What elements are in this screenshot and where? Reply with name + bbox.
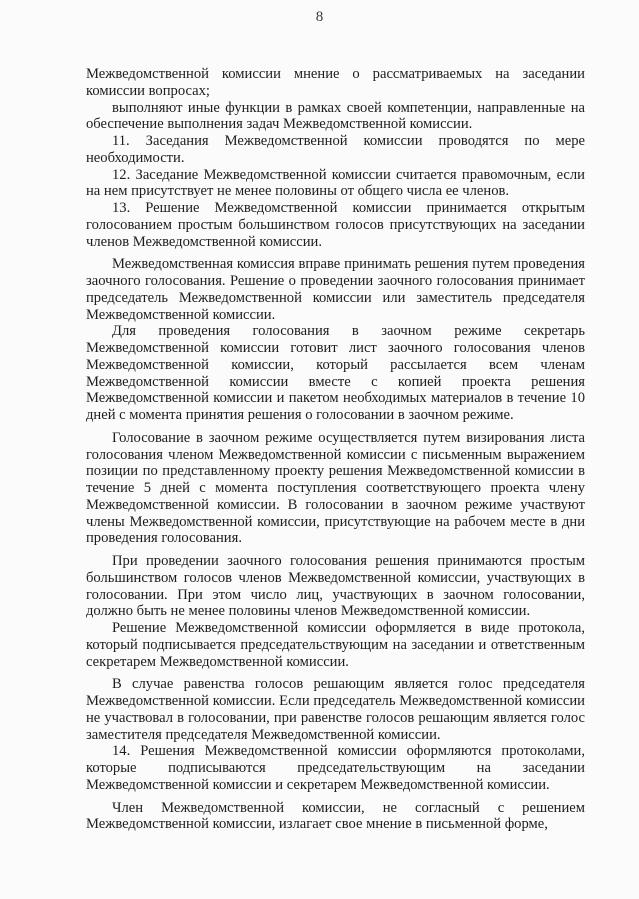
paragraph: Голосование в заочном режиме осуществляется путем визирования листа голосования членом Межведомственной комиссии с письменным выражением позиции по представленному проекту решения Межведомственной комиссии в течение 5 дней с момента поступления соответствующего проекта члену Межведомственной комиссии. В голосовании в заочном режиме участвуют члены Межведомственной комиссии, присутствующие на рабочем месте в дни проведения голосования. [86,429,585,547]
document-body [86,66,585,833]
paragraph: Для проведения голосования в заочном режиме секретарь Межведомственной комиссии готовит лист заочного голосования членов Межведомственной комиссии, который рассылается всем членам Межведомственной комиссии вместе с копией проекта решения Межведомственной комиссии и пакетом необходимых материалов в течение 10 дней с момента принятия решения о голосовании в заочном режиме. [86,323,585,423]
paragraph: Решение Межведомственной комиссии оформляется в виде протокола, который подписывается председательствующим на заседании и ответственным секретарем Межведомственной комиссии. [86,620,585,670]
paragraph: выполняют иные функции в рамках своей компетенции, направленные на обеспечение выполнения задач Межведомственной комиссии. [86,99,585,133]
paragraph: 14. Решения Межведомственной комиссии оформляются протоколами, которые подписываются председательствующим на заседании Межведомственной комиссии и секретарем Межведомственной комиссии. [86,743,585,793]
page-number: 8 [315,9,324,25]
paragraph: Член Межведомственной комиссии, не согласный с решением Межведомственной комиссии, излагает свое мнение в письменной форме, [86,799,585,833]
paragraph: 11. Заседания Межведомственной комиссии проводятся по мере необходимости. [86,133,585,166]
paragraph: 13. Решение Межведомственной комиссии принимается открытым голосованием простым большинством голосов присутствующих на заседании членов Межведомственной комиссии. [86,200,585,250]
paragraph: При проведении заочного голосования решения принимаются простым большинством голосов членов Межведомственной комиссии, участвующих в голосовании. При этом число лиц, участвующих в заочном голосовании, должно быть не менее половины членов Межведомственной комиссии. [86,553,585,620]
paragraph: Межведомственной комиссии мнение о рассматриваемых на заседании комиссии вопросах; [86,66,585,99]
paragraph: Межведомственная комиссия вправе принимать решения путем проведения заочного голосования. Решение о проведении заочного голосования принимает председатель Межведомственной комиссии или заместитель председателя Межведомственной комиссии. [86,256,585,323]
paragraph: В случае равенства голосов решающим является голос председателя Межведомственной комиссии. Если председатель Межведомственной комиссии не участвовал в голосовании, при равенстве голосов решающим является голос заместителя председателя Межведомственной комиссии. [86,676,585,743]
paragraph: 12. Заседание Межведомственной комиссии считается правомочным, если на нем присутствует не менее половины от общего числа ее членов. [86,166,585,200]
